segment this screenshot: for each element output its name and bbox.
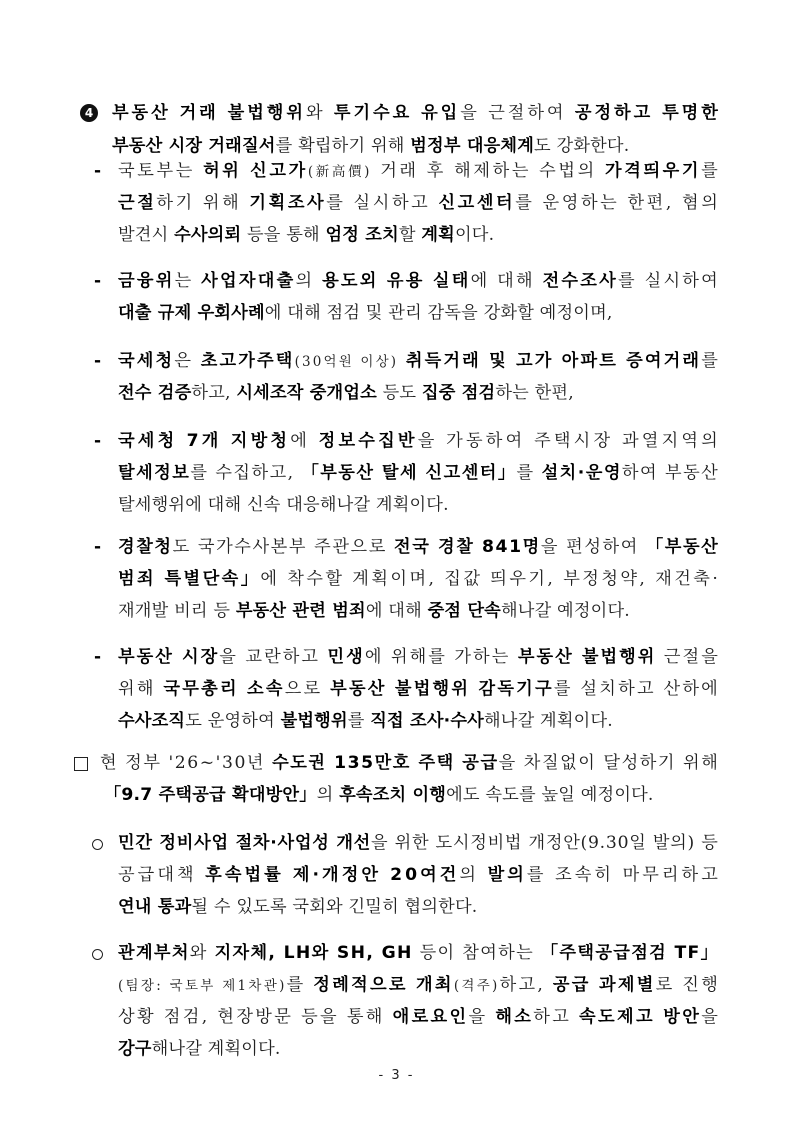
paragraph-line: [118, 536, 719, 558]
emphasis-text: 속도제고 방안: [579, 1007, 702, 1027]
paragraph-line: [118, 350, 720, 373]
body-text: (격주): [453, 978, 500, 994]
body-text: 를 수집하고,: [190, 463, 302, 483]
dash-bullet-icon: -: [94, 537, 102, 557]
body-text: 발견시: [118, 225, 175, 245]
emphasis-text: 강구: [118, 1039, 152, 1059]
emphasis-text: 국세청: [118, 351, 175, 371]
emphasis-text: 국세청 7개 지방청: [118, 431, 291, 451]
body-text: 해나갈 계획이다.: [151, 1039, 281, 1059]
emphasis-text: 「9.7 주택공급 확대방안」: [104, 785, 317, 805]
body-text: 에 대해: [470, 271, 543, 291]
body-text: 공급대책: [118, 865, 206, 885]
body-text: 하기 위해: [156, 193, 250, 213]
body-text: 을 가동하여 주택시장 과열지역의: [417, 431, 721, 451]
body-text: 등을 통해: [241, 225, 326, 245]
emphasis-text: 연내 통과: [118, 897, 192, 917]
emphasis-text: 부동산 거래 불법행위: [112, 103, 306, 123]
paragraph-line: [118, 494, 449, 516]
dash-bullet-icon: -: [94, 647, 102, 667]
emphasis-text: 후속조치 이행: [339, 785, 447, 805]
emphasis-text: 시세조작 중개업소: [236, 383, 377, 403]
emphasis-text: 민생: [327, 647, 365, 667]
emphasis-text: 부동산 불법행위: [517, 647, 657, 667]
paragraph-line: [118, 974, 720, 997]
emphasis-text: 부동산 관련 범죄: [235, 601, 366, 621]
paragraph-line: [118, 302, 613, 324]
body-text: 를 운영하는 한편, 혐의: [515, 193, 721, 213]
body-text: 는: [174, 271, 202, 291]
circle-bullet-icon: [92, 839, 103, 850]
body-text: 하고: [533, 1007, 580, 1027]
body-text: 현 정부 '26~'30년: [100, 753, 273, 773]
emphasis-text: 집중 점검: [421, 383, 496, 403]
body-text: (30억원 이상): [294, 354, 399, 370]
body-text: 을 교란하고: [219, 647, 328, 667]
emphasis-text: 경찰청: [118, 537, 173, 557]
body-text: 거래 후 해제하는 수법의: [372, 161, 605, 181]
emphasis-text: 전수 검증: [118, 383, 192, 403]
body-text: 하여 부동산: [621, 463, 720, 483]
body-text: 을 위한 도시정비법 개정안(9.30일 발의) 등: [371, 833, 719, 853]
paragraph-line: [112, 102, 721, 124]
emphasis-text: 발의: [487, 865, 527, 885]
body-text: 를 설치하고 산하에: [553, 679, 721, 699]
paragraph-line: [112, 135, 629, 157]
body-text: 를 조속히 마무리하고: [526, 865, 721, 885]
paragraph-line: [118, 430, 721, 452]
paragraph-line: [118, 942, 719, 964]
checkbox-square-bullet-icon: [74, 757, 88, 771]
emphasis-text: 공급 과제별: [552, 975, 656, 995]
body-text: 를: [701, 161, 721, 181]
body-text: 도 강화한다.: [534, 136, 630, 156]
body-text: 국토부는: [118, 161, 204, 181]
emphasis-text: 탈세정보: [118, 463, 191, 483]
body-text: 를: [286, 975, 314, 995]
emphasis-text: 정보수집반: [318, 431, 418, 451]
emphasis-text: 애로요인: [392, 1007, 469, 1027]
body-text: 를 실시하여: [618, 271, 721, 291]
dash-bullet-icon: -: [94, 271, 102, 291]
dash-bullet-icon: -: [94, 431, 102, 451]
emphasis-text: 공정하고 투명한: [574, 103, 721, 123]
dash-bullet-icon: -: [94, 351, 102, 371]
body-text: 을 차질없이 달성하기 위해: [498, 753, 720, 773]
body-text: 의: [295, 271, 323, 291]
emphasis-text: 해소: [495, 1007, 534, 1027]
paragraph-line: [118, 896, 477, 918]
body-text: 의: [459, 865, 488, 885]
body-text: 에도 속도를 높일 예정이다.: [446, 785, 654, 805]
emphasis-text: 계획: [421, 225, 455, 245]
emphasis-text: 국무총리 소속: [163, 679, 285, 699]
emphasis-text: 「부동산 탈세 신고센터」: [301, 463, 517, 483]
paragraph-line: [100, 752, 719, 774]
paragraph-line: [118, 382, 574, 404]
body-text: 으로: [284, 679, 331, 699]
paragraph-line: [118, 224, 494, 246]
body-text: 해나갈 계획이다.: [483, 711, 613, 731]
body-text: 와: [189, 943, 215, 963]
body-text: 될 수 있도록 국회와 긴밀히 협의한다.: [191, 897, 478, 917]
paragraph-line: [118, 270, 720, 292]
emphasis-text: 전수조사: [542, 271, 619, 291]
body-text: 에 대해 점검 및 관리 감독을 강화할 예정이며,: [264, 303, 613, 323]
emphasis-text: 수사의뢰: [174, 225, 242, 245]
body-text: 하고,: [499, 975, 553, 995]
body-text: [398, 351, 406, 371]
body-text: 를: [701, 351, 720, 371]
body-text: 등도: [376, 383, 422, 403]
emphasis-text: 사업자대출: [201, 271, 296, 291]
body-text: 에 대해: [365, 601, 428, 621]
body-text: 위해: [118, 679, 164, 699]
body-text: 근절을: [656, 647, 720, 667]
body-text: 탈세행위에 대해 신속 대응해나갈 계획이다.: [118, 495, 449, 515]
paragraph-line: [118, 832, 719, 854]
paragraph-line: [118, 160, 720, 183]
body-text: 을 편성하여: [540, 537, 646, 557]
emphasis-text: 직접 조사·수사: [370, 711, 484, 731]
body-text: 상황 점검, 현장방문 등을 통해: [118, 1007, 393, 1027]
body-text: 이다.: [454, 225, 495, 245]
body-text: 에 착수할 계획이며, 집값 띄우기, 부정청약, 재건축·: [260, 569, 721, 589]
body-text: 해나갈 예정이다.: [500, 601, 630, 621]
emphasis-text: 불법행위: [280, 711, 348, 731]
emphasis-text: 「부동산: [646, 537, 720, 557]
body-text: 에 위해를 가하는: [364, 647, 518, 667]
paragraph-line: [118, 678, 720, 700]
body-text: 등이 참여하는: [412, 943, 541, 963]
paragraph-line: [118, 864, 721, 886]
paragraph-line: [118, 192, 720, 214]
emphasis-text: 취득거래 및 고가 아파트 증여거래: [405, 351, 702, 371]
body-text: 재개발 비리 등: [118, 601, 236, 621]
paragraph-line: [118, 710, 613, 732]
emphasis-text: 엄정 조치: [325, 225, 399, 245]
emphasis-text: 지자체, LH와 SH, GH: [214, 943, 413, 963]
emphasis-text: 정례적으로 개최: [313, 975, 454, 995]
emphasis-text: 「주택공급점검 TF」: [540, 943, 720, 963]
emphasis-text: 신고센터: [438, 193, 516, 213]
circled-number-icon: 4: [80, 104, 98, 122]
body-text: 하고,: [191, 383, 237, 403]
emphasis-text: 전국 경찰 841명: [394, 537, 541, 557]
body-text: 에: [290, 431, 319, 451]
emphasis-text: 범죄 특별단속」: [118, 569, 261, 589]
emphasis-text: 수도권 135만호 주택 공급: [272, 753, 499, 773]
emphasis-text: 대출 규제 우회사례: [118, 303, 265, 323]
emphasis-text: 관계부처: [118, 943, 190, 963]
circle-bullet-icon: [92, 949, 103, 960]
emphasis-text: 설치·운영: [541, 463, 622, 483]
emphasis-text: 허위 신고가: [203, 161, 308, 181]
body-text: 로 진행: [655, 975, 721, 995]
emphasis-text: 금융위: [118, 271, 175, 291]
emphasis-text: 근절: [118, 193, 157, 213]
emphasis-text: 후속법률 제·개정안 20여건: [205, 865, 460, 885]
emphasis-text: 용도외 유용 실태: [322, 271, 471, 291]
paragraph-line: [118, 646, 720, 668]
body-text: 의: [316, 785, 340, 805]
paragraph-line: [118, 1038, 281, 1060]
paragraph-line: [118, 1006, 720, 1028]
paragraph-line: [118, 568, 720, 590]
body-text: 와: [305, 103, 334, 123]
emphasis-text: 부동산 시장: [118, 647, 220, 667]
body-text: 을: [701, 1007, 721, 1027]
emphasis-text: 초고가주택: [200, 351, 295, 371]
emphasis-text: 가격띄우기: [604, 161, 702, 181]
body-text: 도 국가수사본부 주관으로: [172, 537, 395, 557]
body-text: 하는 한편,: [495, 383, 574, 403]
body-text: (新高價): [307, 164, 373, 180]
body-text: 할: [398, 225, 422, 245]
emphasis-text: 기획조사: [249, 193, 327, 213]
paragraph-line: [104, 784, 654, 806]
emphasis-text: 범정부 대응체계: [410, 136, 535, 156]
body-text: (팀장: 국토부 제1차관): [118, 978, 287, 994]
body-text: 은: [174, 351, 201, 371]
body-text: 도 운영하여: [185, 711, 281, 731]
body-text: 을 근절하여: [460, 103, 575, 123]
emphasis-text: 중점 단속: [427, 601, 501, 621]
body-text: 를 실시하고: [326, 193, 439, 213]
paragraph-line: [118, 600, 630, 622]
dash-bullet-icon: -: [94, 161, 102, 181]
body-text: 을: [468, 1007, 496, 1027]
emphasis-text: 부동산 불법행위 감독기구: [330, 679, 554, 699]
body-text: 를: [347, 711, 371, 731]
body-text: 를 확립하기 위해: [275, 136, 411, 156]
page-number: - 3 -: [378, 1068, 415, 1083]
body-text: 를: [516, 463, 542, 483]
paragraph-line: [118, 462, 719, 484]
emphasis-text: 수사조직: [118, 711, 186, 731]
emphasis-text: 부동산 시장 거래질서: [112, 136, 276, 156]
emphasis-text: 투기수요 유입: [333, 103, 461, 123]
emphasis-text: 민간 정비사업 절차·사업성 개선: [118, 833, 372, 853]
